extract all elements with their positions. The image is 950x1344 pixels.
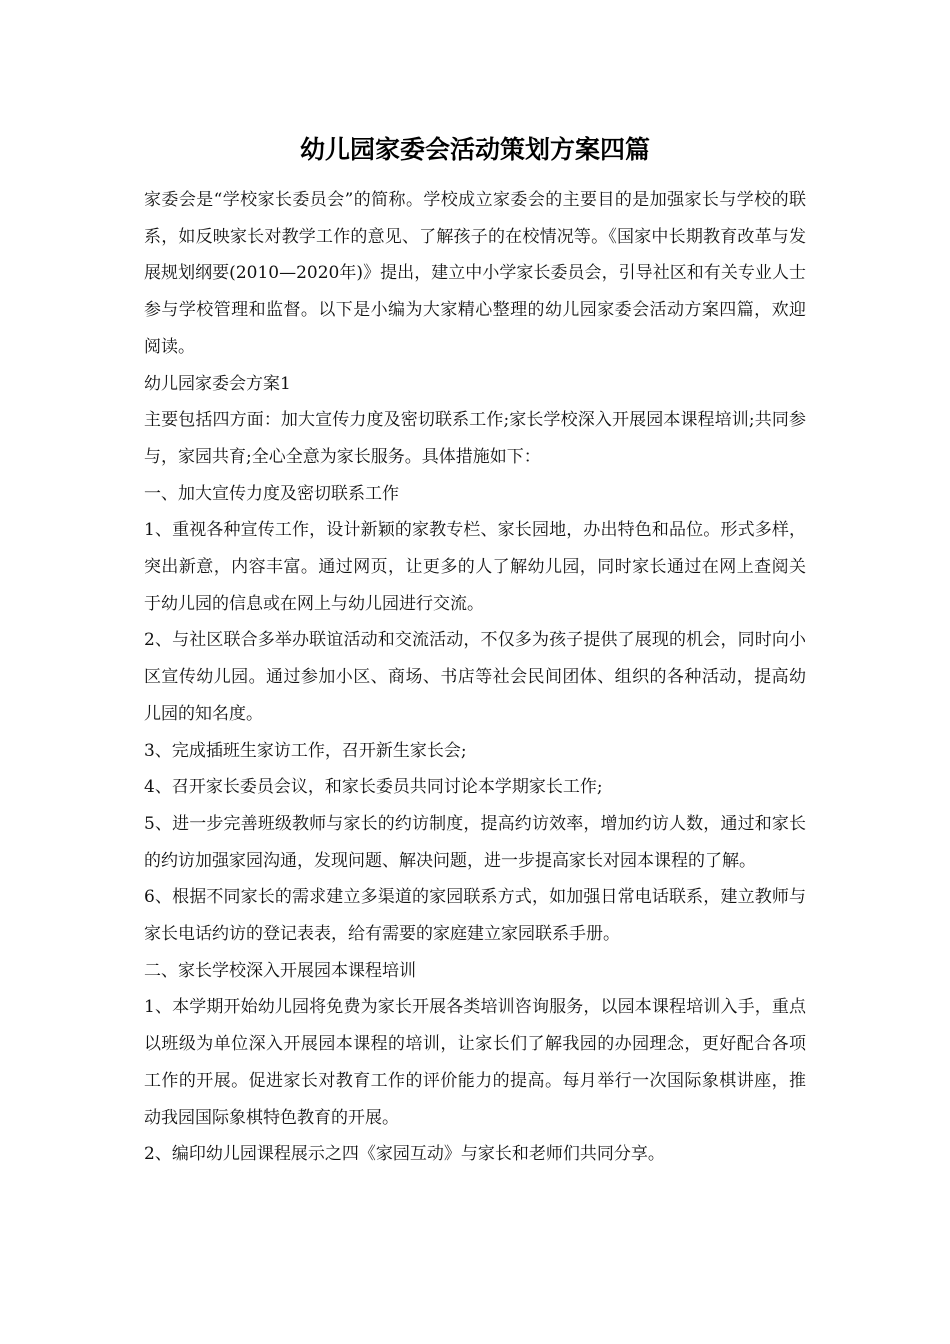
list-item: 1、本学期开始幼儿园将免费为家长开展各类培训咨询服务，以园本课程培训入手，重点以班级为单位深入开展园本课程的培训，让家长们了解我园的办园理念，更好配合各项工作的开展。促进家长对教育工作的评价能力的提高。每月举行一次国际象棋讲座，推动我园国际象棋特色教育的开展。 bbox=[144, 997, 806, 1128]
list-item: 2、编印幼儿园课程展示之四《家园互动》与家长和老师们共同分享。 bbox=[144, 1144, 665, 1165]
overview-paragraph: 主要包括四方面：加大宣传力度及密切联系工作;家长学校深入开展园本课程培训;共同参与，家园共育;全心全意为家长服务。具体措施如下： bbox=[144, 410, 806, 467]
document-title: 幼儿园家委会活动策划方案四篇 bbox=[299, 135, 650, 164]
document-body bbox=[144, 182, 806, 1173]
list-item: 2、与社区联合多举办联谊活动和交流活动，不仅多为孩子提供了展现的机会，同时向小区宣传幼儿园。通过参加小区、商场、书店等社会民间团体、组织的各种活动，提高幼儿园的知名度。 bbox=[144, 630, 806, 724]
list-item: 6、根据不同家长的需求建立多渠道的家园联系方式，如加强日常电话联系，建立教师与家长电话约访的登记表表，给有需要的家庭建立家园联系手册。 bbox=[144, 887, 806, 945]
section-heading-part-2: 二、家长学校深入开展园本课程培训 bbox=[144, 960, 416, 981]
list-item: 5、进一步完善班级教师与家长的约访制度，提高约访效率，增加约访人数，通过和家长的约访加强家园沟通，发现问题、解决问题，进一步提高家长对园本课程的了解。 bbox=[144, 813, 806, 871]
intro-paragraph: 家委会是“学校家长委员会”的简称。学校成立家委会的主要目的是加强家长与学校的联系，如反映家长对教学工作的意见、了解孩子的在校情况等。《国家中长期教育改革与发展规划纲要(2010—2020年)》提出，建立中小学家长委员会，引导社区和有关专业人士参与学校管理和监督。以下是小编为大家精心整理的幼儿园家委会活动方案四篇，欢迎阅读。 bbox=[144, 190, 806, 357]
list-item: 1、重视各种宣传工作，设计新颖的家教专栏、家长园地，办出特色和品位。形式多样，突出新意，内容丰富。通过网页，让更多的人了解幼儿园，同时家长通过在网上查阅关于幼儿园的信息或在网上与幼儿园进行交流。 bbox=[144, 520, 806, 614]
section-heading-part-1: 一、加大宣传力度及密切联系工作 bbox=[144, 483, 399, 504]
list-item: 3、完成插班生家访工作，召开新生家长会; bbox=[144, 740, 467, 761]
section-heading-plan-1: 幼儿园家委会方案1 bbox=[144, 373, 291, 394]
list-item: 4、召开家长委员会议，和家长委员共同讨论本学期家长工作; bbox=[144, 777, 603, 798]
